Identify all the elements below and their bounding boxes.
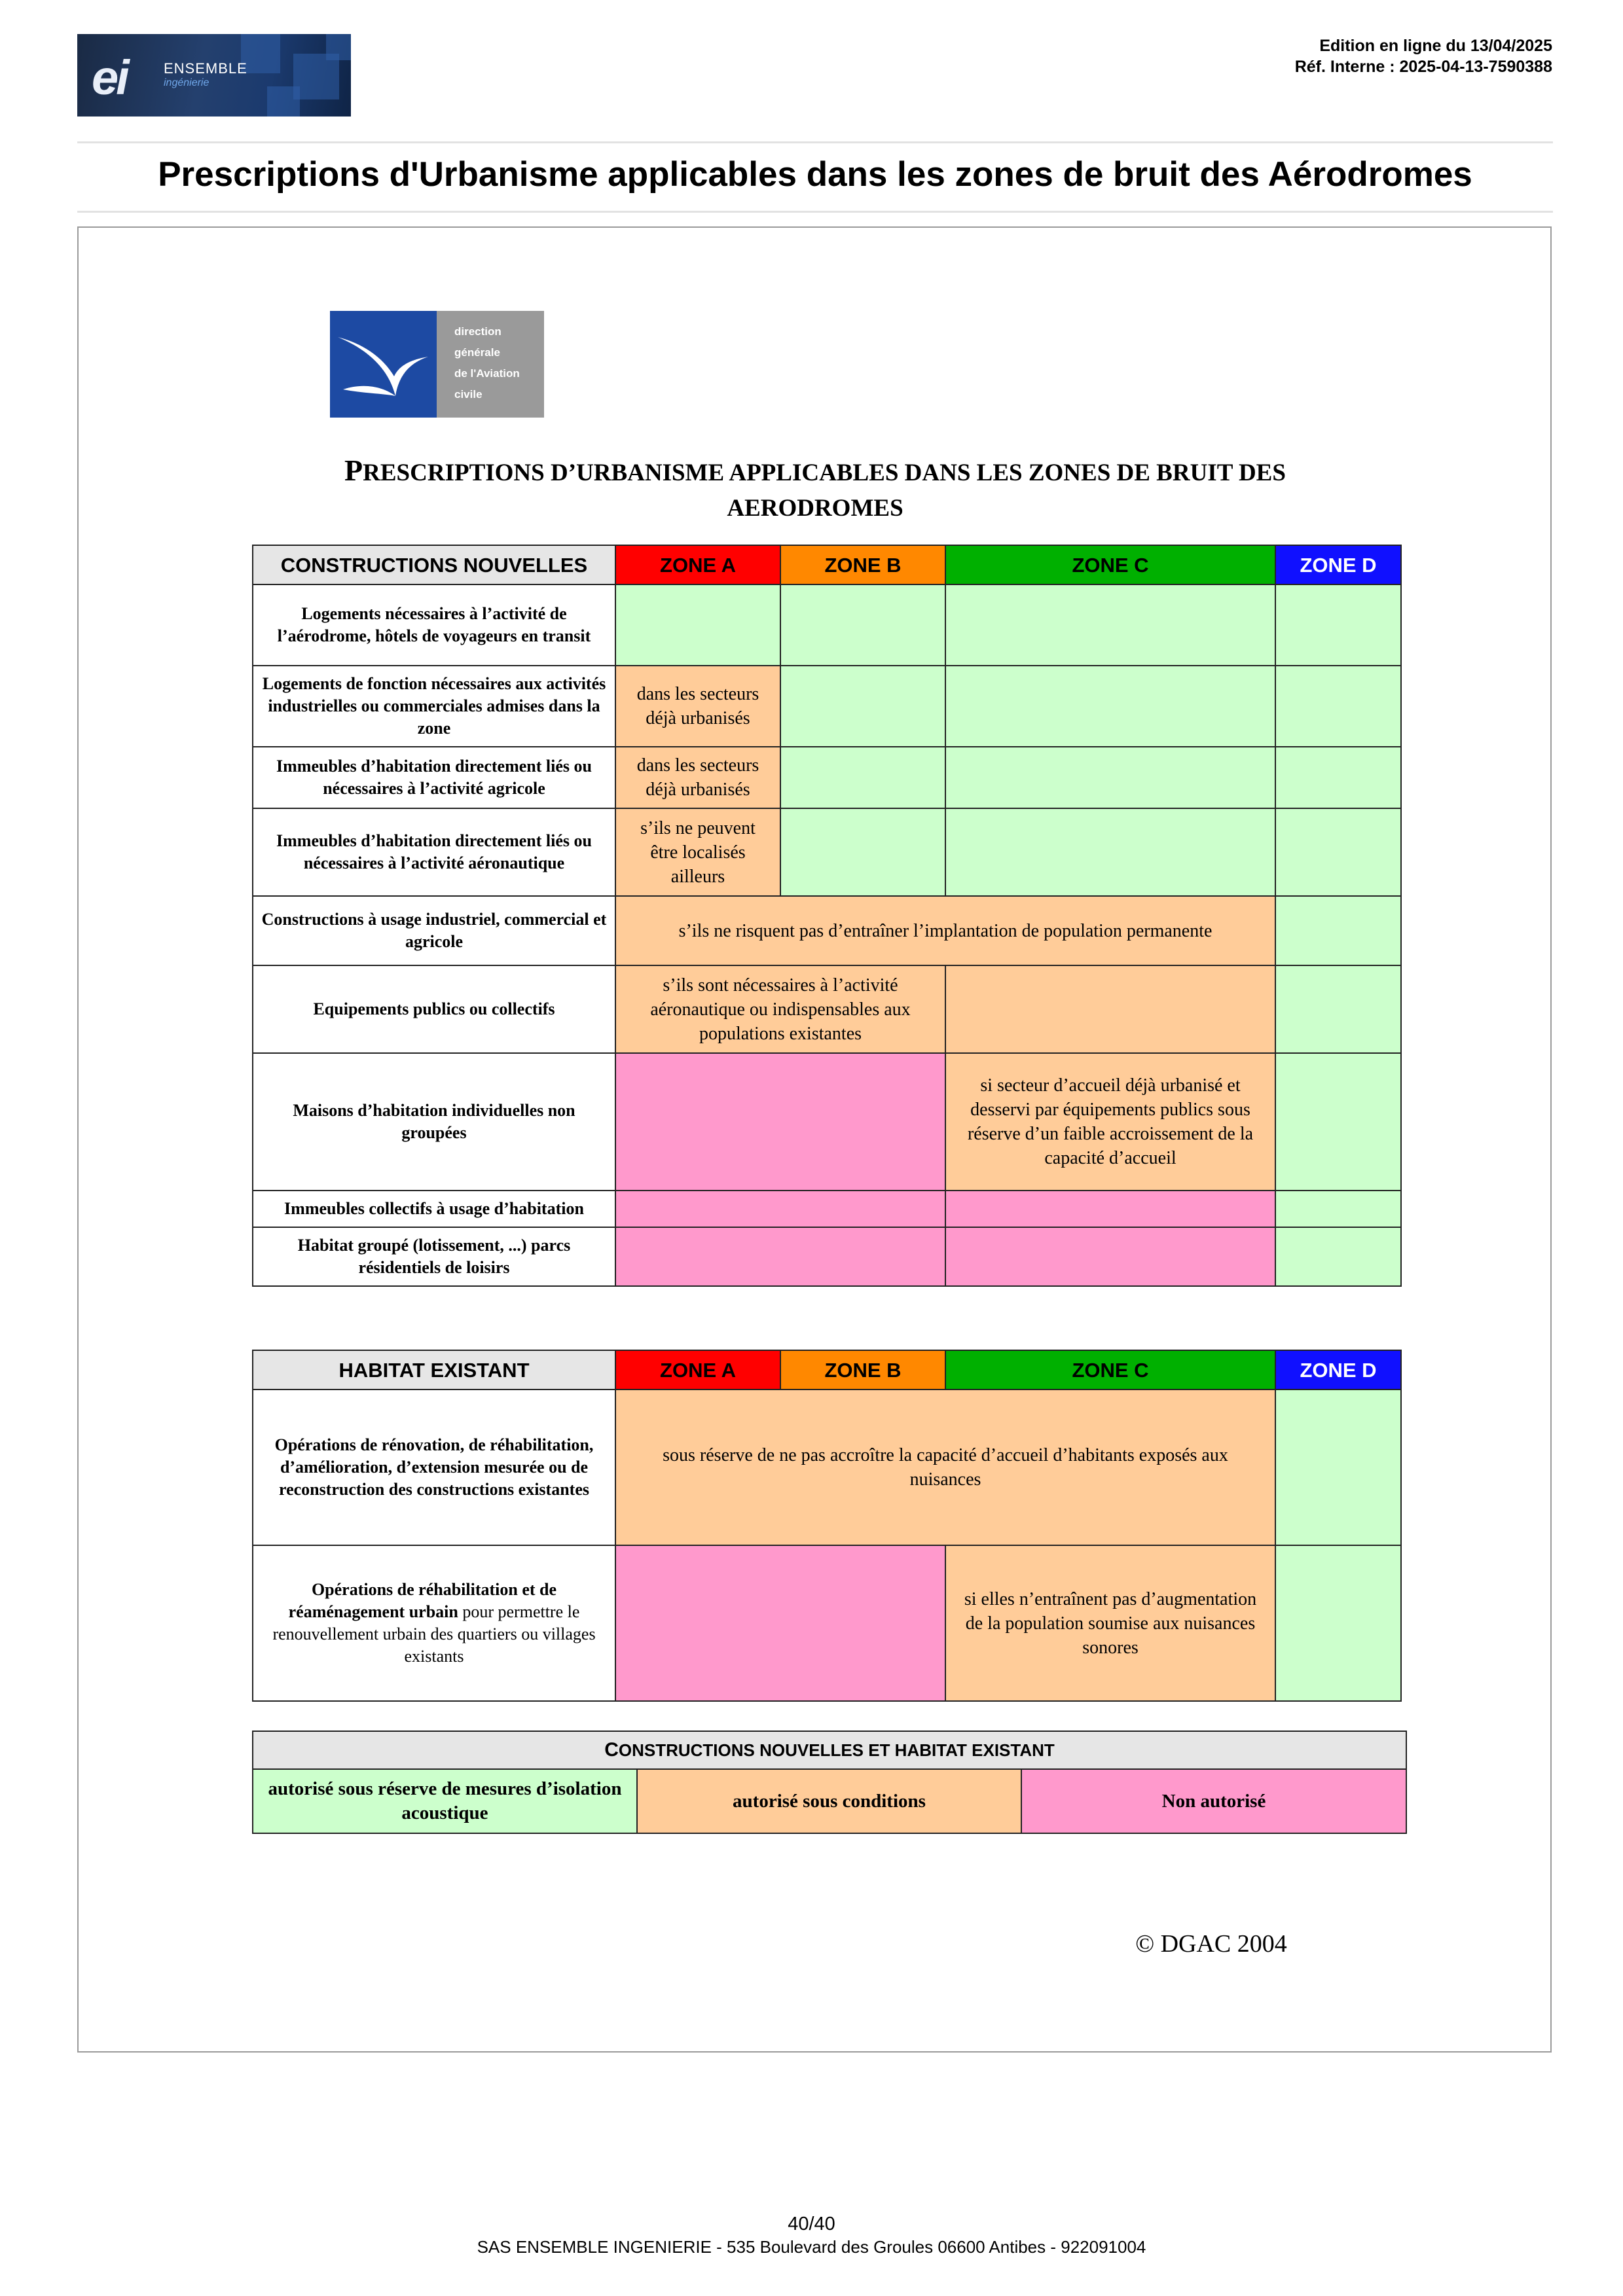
row-label: Immeubles collectifs à usage d’habitation <box>253 1191 615 1227</box>
row-label-bold: Opérations de réhabilitation et de réaménagement urbain <box>288 1580 557 1621</box>
row-label: Maisons d’habitation individuelles non groupées <box>253 1053 615 1191</box>
row-label: Immeubles d’habitation directement liés ou nécessaires à l’activité agricole <box>253 747 615 808</box>
cell-zones-ab <box>615 1545 945 1701</box>
row-label-rest: pour permettre le renouvellement urbain des quartiers ou villages existants <box>272 1602 596 1666</box>
legend-not-allowed: Non autorisé <box>1021 1769 1406 1833</box>
cell-zone-c <box>945 666 1275 747</box>
title-cap: P <box>344 454 363 487</box>
new-constructions-header: CONSTRUCTIONS NOUVELLES <box>253 545 615 584</box>
row-label: Logements nécessaires à l’activité de l’aérodrome, hôtels de voyageurs en transit <box>253 584 615 666</box>
cell-zone-b <box>780 584 945 666</box>
page-title: Prescriptions d'Urbanisme applicables dans les zones de bruit des Aérodromes <box>158 155 1472 194</box>
legend-header-cap: C <box>604 1739 619 1761</box>
table-row <box>253 808 1401 896</box>
document-title <box>249 453 1381 526</box>
cell-zone-b <box>780 808 945 896</box>
cell-zones-ab <box>615 1191 945 1227</box>
ensemble-ingenierie-logo <box>77 34 351 117</box>
table-row <box>253 1390 1401 1545</box>
dgac-line-2: générale <box>454 346 500 359</box>
new-constructions-table <box>252 545 1402 1287</box>
cell-zones-abc: s’ils ne risquent pas d’entraîner l’implantation de population permanente <box>615 896 1275 965</box>
cell-zone-d <box>1275 1191 1401 1227</box>
cell-zone-c <box>945 1191 1275 1227</box>
legend-header-rest: ONSTRUCTIONS NOUVELLES ET HABITAT EXISTANT <box>618 1740 1055 1760</box>
row-label <box>253 1545 615 1701</box>
title-line-2: AERODROMES <box>727 495 903 522</box>
table-row <box>253 666 1401 747</box>
table-row <box>253 965 1401 1053</box>
cell-zone-c <box>945 1227 1275 1286</box>
dgac-line-4: civile <box>454 388 483 401</box>
row-label: Equipements publics ou collectifs <box>253 965 615 1053</box>
legend-acoustic: autorisé sous réserve de mesures d’isolation acoustique <box>253 1769 637 1833</box>
cell-zone-c: si elles n’entraînent pas d’augmentation de la population soumise aux nuisances sonores <box>945 1545 1275 1701</box>
zone-b-header: ZONE B <box>780 545 945 584</box>
cell-zones-ab <box>615 1053 945 1191</box>
cell-zone-d <box>1275 1053 1401 1191</box>
zone-a-header: ZONE A <box>615 1350 780 1390</box>
cell-zone-d <box>1275 965 1401 1053</box>
cell-zone-c <box>945 808 1275 896</box>
cell-zone-c <box>945 747 1275 808</box>
dgac-line-3: de l'Aviation <box>454 367 520 380</box>
cell-zone-d <box>1275 1390 1401 1545</box>
row-label: Constructions à usage industriel, commercial et agricole <box>253 896 615 965</box>
cell-zone-a: dans les secteurs déjà urbanisés <box>615 666 780 747</box>
table-row <box>253 584 1401 666</box>
legend-header <box>253 1731 1406 1769</box>
table-row <box>253 1053 1401 1191</box>
cell-zone-c <box>945 584 1275 666</box>
dgac-bird-icon <box>330 311 437 418</box>
cell-zone-b <box>780 747 945 808</box>
header-divider <box>77 141 1553 143</box>
logo-text: ENSEMBLE <box>164 60 247 77</box>
legend-row <box>253 1769 1406 1833</box>
legend-table <box>252 1731 1407 1834</box>
cell-zone-a: s’ils ne peuvent être localisés ailleurs <box>615 808 780 896</box>
cell-zone-c <box>945 965 1275 1053</box>
table-row <box>253 747 1401 808</box>
row-label: Opérations de rénovation, de réhabilitation, d’amélioration, d’extension mesurée ou de reconstruction des constructions existantes <box>253 1390 615 1545</box>
dgac-logo <box>330 311 544 418</box>
footer-address: SAS ENSEMBLE INGENIERIE - 535 Boulevard des Groules 06600 Antibes - 922091004 <box>477 2237 1146 2257</box>
zone-c-header: ZONE C <box>945 545 1275 584</box>
zone-b-header: ZONE B <box>780 1350 945 1390</box>
existing-housing-header: HABITAT EXISTANT <box>253 1350 615 1390</box>
cell-zone-d <box>1275 747 1401 808</box>
existing-housing-table <box>252 1350 1402 1702</box>
cell-zone-b <box>780 666 945 747</box>
row-label: Habitat groupé (lotissement, ...) parcs résidentiels de loisirs <box>253 1227 615 1286</box>
cell-zone-a: dans les secteurs déjà urbanisés <box>615 747 780 808</box>
cell-zones-ab: s’ils sont nécessaires à l’activité aéronautique ou indispensables aux populations existantes <box>615 965 945 1053</box>
row-label: Logements de fonction nécessaires aux activités industrielles ou commerciales admises dans la zone <box>253 666 615 747</box>
cell-zone-d <box>1275 808 1401 896</box>
copyright: © DGAC 2004 <box>1135 1930 1287 1958</box>
cell-zone-c: si secteur d’accueil déjà urbanisé et desservi par équipements publics sous réserve d’un faible accroissement de la capacité d’accueil <box>945 1053 1275 1191</box>
cell-zone-a <box>615 584 780 666</box>
title-divider <box>77 211 1553 213</box>
dgac-line-1: direction <box>454 325 501 338</box>
logo-mark: ei <box>92 50 127 105</box>
cell-zone-d <box>1275 896 1401 965</box>
row-label: Immeubles d’habitation directement liés ou nécessaires à l’activité aéronautique <box>253 808 615 896</box>
table-row <box>253 1545 1401 1701</box>
edition-info <box>1295 35 1552 77</box>
logo-subtext: ingénierie <box>164 77 210 88</box>
table-row <box>253 1191 1401 1227</box>
cell-zone-d <box>1275 1545 1401 1701</box>
page-number: 40/40 <box>788 2214 835 2234</box>
table-row <box>253 1227 1401 1286</box>
table-row <box>253 896 1401 965</box>
legend-conditions: autorisé sous conditions <box>637 1769 1021 1833</box>
cell-zones-ab <box>615 1227 945 1286</box>
zone-a-header: ZONE A <box>615 545 780 584</box>
title-line-1: RESCRIPTIONS D’URBANISME APPLICABLES DANS LES ZONES DE BRUIT DES <box>363 459 1286 486</box>
zone-d-header: ZONE D <box>1275 545 1401 584</box>
edition-date: Edition en ligne du 13/04/2025 <box>1319 37 1552 55</box>
cell-zone-d <box>1275 584 1401 666</box>
zone-d-header: ZONE D <box>1275 1350 1401 1390</box>
cell-zone-d <box>1275 1227 1401 1286</box>
internal-reference: Réf. Interne : 2025-04-13-7590388 <box>1294 58 1552 76</box>
cell-zone-d <box>1275 666 1401 747</box>
zone-c-header: ZONE C <box>945 1350 1275 1390</box>
cell-zones-abc: sous réserve de ne pas accroître la capacité d’accueil d’habitants exposés aux nuisances <box>615 1390 1275 1545</box>
